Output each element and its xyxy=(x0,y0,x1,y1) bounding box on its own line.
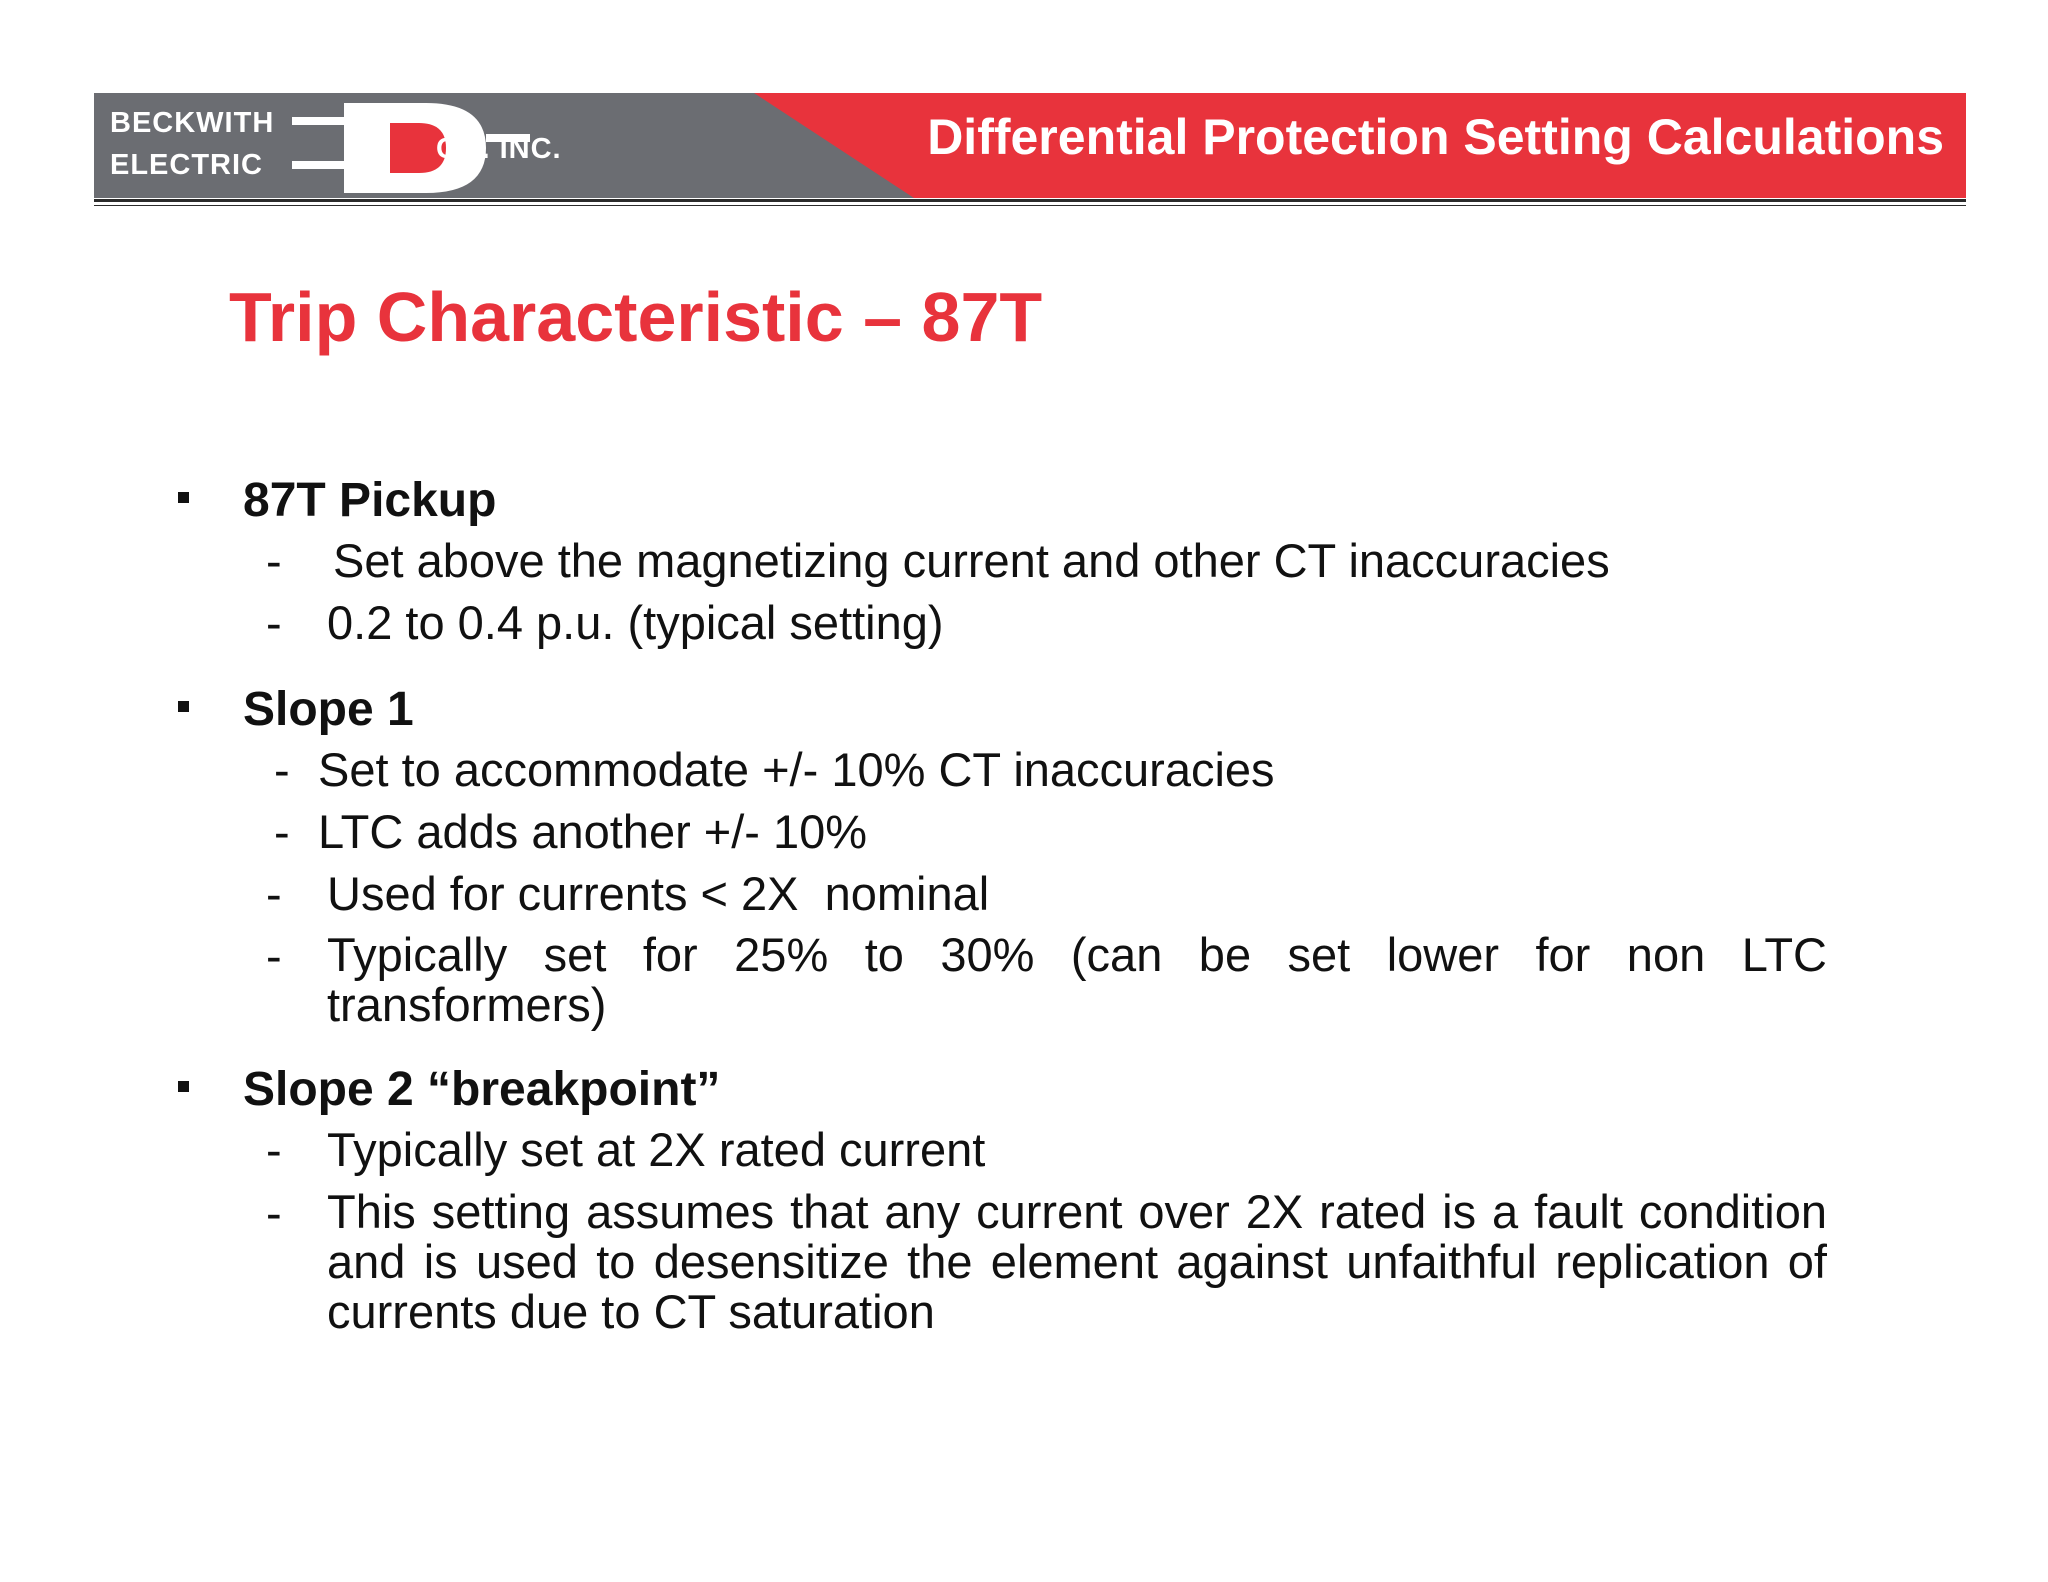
dash-marker: - xyxy=(266,1123,282,1176)
section-heading-pickup: 87T Pickup xyxy=(243,474,497,527)
header-banner xyxy=(94,93,1966,198)
list-item: LTC adds another +/- 10% xyxy=(318,805,868,858)
list-item: Used for currents < 2X nominal xyxy=(327,867,990,920)
logo-line-2: ELECTRIC xyxy=(110,149,263,181)
list-item: Set above the magnetizing current and other CT inaccuracies xyxy=(333,534,1610,587)
list-item: Set to accommodate +/- 10% CT inaccuracies xyxy=(318,743,1275,796)
logo-suffix: CO. INC. xyxy=(436,133,562,165)
list-item: This setting assumes that any current over 2X rated is a fault condition and is used to desensitize the element against unfaithful replication of currents due to CT saturation xyxy=(327,1185,1827,1338)
square-bullet-icon xyxy=(178,492,189,503)
section-heading-slope-1: Slope 1 xyxy=(243,683,414,736)
square-bullet-icon xyxy=(178,1081,189,1092)
dash-marker: - xyxy=(266,596,282,649)
dash-marker: - xyxy=(266,929,282,982)
dash-marker: - xyxy=(266,867,282,920)
section-heading-slope-2: Slope 2 “breakpoint” xyxy=(243,1063,721,1116)
company-logo xyxy=(94,93,714,198)
header-title: Differential Protection Setting Calculations xyxy=(927,109,1944,165)
square-bullet-icon xyxy=(178,701,189,712)
dash-marker: - xyxy=(266,534,282,587)
header-rule-thick xyxy=(94,199,1966,202)
logo-line-1: BECKWITH xyxy=(110,107,275,139)
list-item: Typically set for 25% to 30% (can be set lower for non LTC transformers) xyxy=(327,928,1827,1031)
list-item: Typically set at 2X rated current xyxy=(327,1123,986,1176)
slide-title: Trip Characteristic – 87T xyxy=(229,278,1043,356)
header-rule-thin xyxy=(94,205,1966,206)
dash-marker: - xyxy=(274,743,290,796)
dash-marker: - xyxy=(274,805,290,858)
list-item: 0.2 to 0.4 p.u. (typical setting) xyxy=(327,596,944,649)
dash-marker: - xyxy=(266,1186,282,1239)
